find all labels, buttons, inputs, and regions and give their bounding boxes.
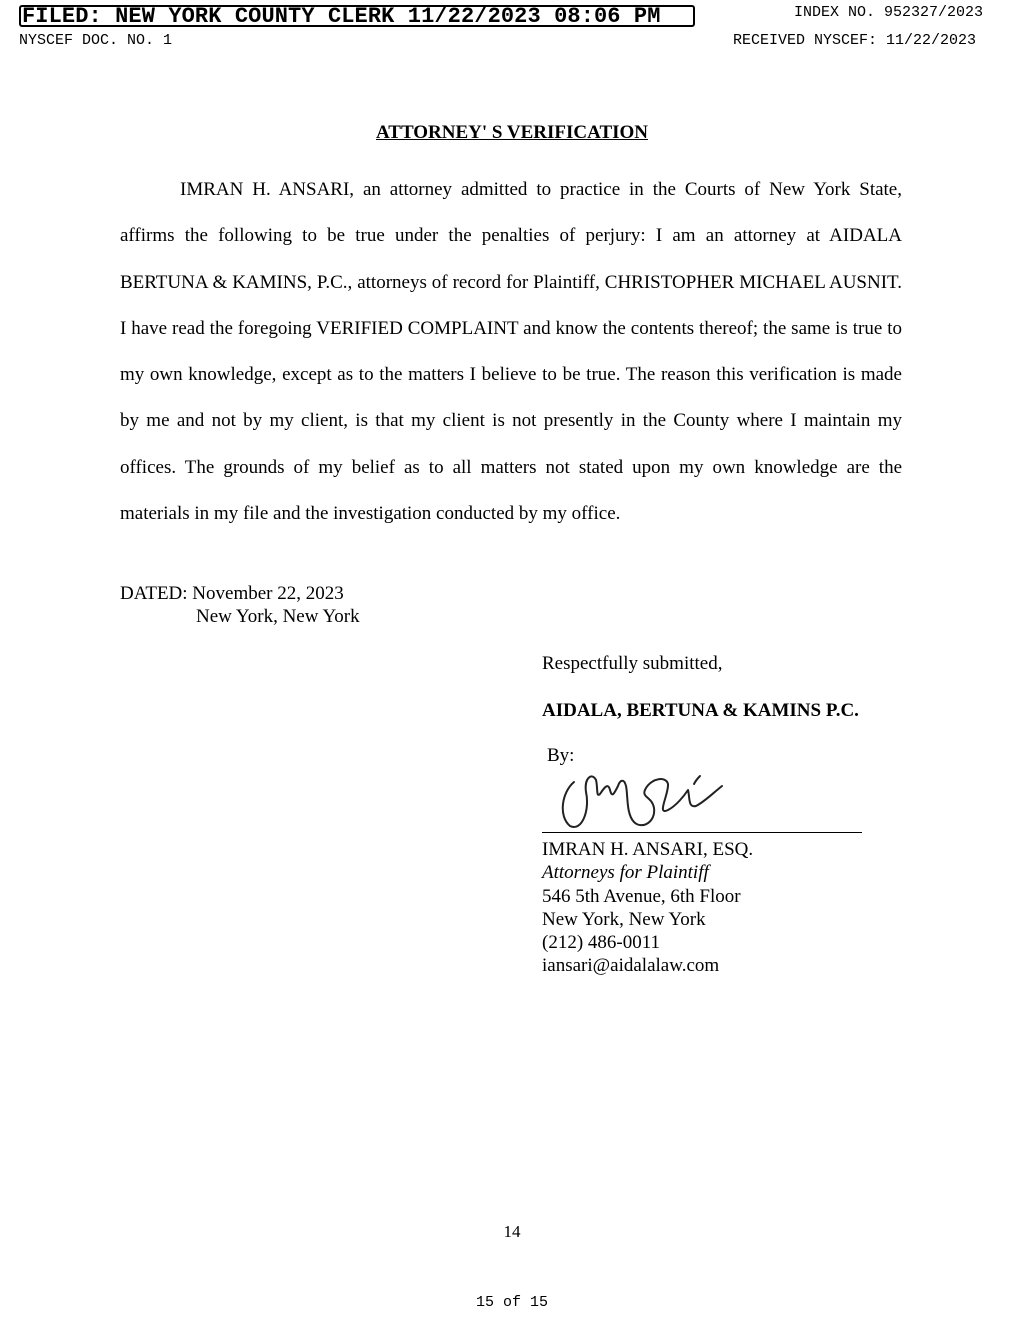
by-label: By: [547,745,575,766]
document-title: ATTORNEY' S VERIFICATION [375,122,649,143]
email-address: iansari@aidalalaw.com [542,955,720,977]
signature-block [542,838,753,978]
page-of-total: 15 of 15 [475,1294,548,1311]
address-line-1: 546 5th Avenue, 6th Floor [542,885,741,907]
phone-number: (212) 486-0011 [542,932,661,954]
verification-body: IMRAN H. ANSARI, an attorney admitted to practice in the Courts of New York State, affirms the following to be true under the penalties of perjury: I am an attorney at AIDALA BERTUNA & KAMINS, P.C., attorneys of record for Plaintiff, CHRISTOPHER MICHAEL AUSNIT. I have read the foregoing VERIFIED COMPLAINT and know the contents thereof; the same is true to my own knowledge, except as to the matters I believe to be true. The reason this verification is made by me and not by my client, is that my client is not presently in the County where I maintain my offices. The grounds of my belief as to all matters not stated upon my own knowledge are the materials in my file and the investigation conducted by my office. [120,179,902,525]
signer-name: IMRAN H. ANSARI, ESQ. [542,839,754,860]
closing-text: Respectfully submitted, [542,653,723,674]
received-date: RECEIVED NYSCEF: 11/22/2023 [733,32,977,49]
address-line-2: New York, New York [542,908,706,930]
filed-stamp: FILED: NEW YORK COUNTY CLERK 11/22/2023 08:06 PM [19,5,695,27]
handwritten-signature [556,764,728,834]
dated-place: New York, New York [196,606,360,627]
index-number: INDEX NO. 952327/2023 [794,4,984,21]
firm-name: AIDALA, BERTUNA & KAMINS P.C. [542,700,859,721]
nyscef-doc-number: NYSCEF DOC. NO. 1 [19,32,173,49]
page-number: 14 [503,1222,521,1241]
signer-role: Attorneys for Plaintiff [542,862,709,884]
signature-line [542,832,862,833]
dated-line: DATED: November 22, 2023 [120,583,344,604]
